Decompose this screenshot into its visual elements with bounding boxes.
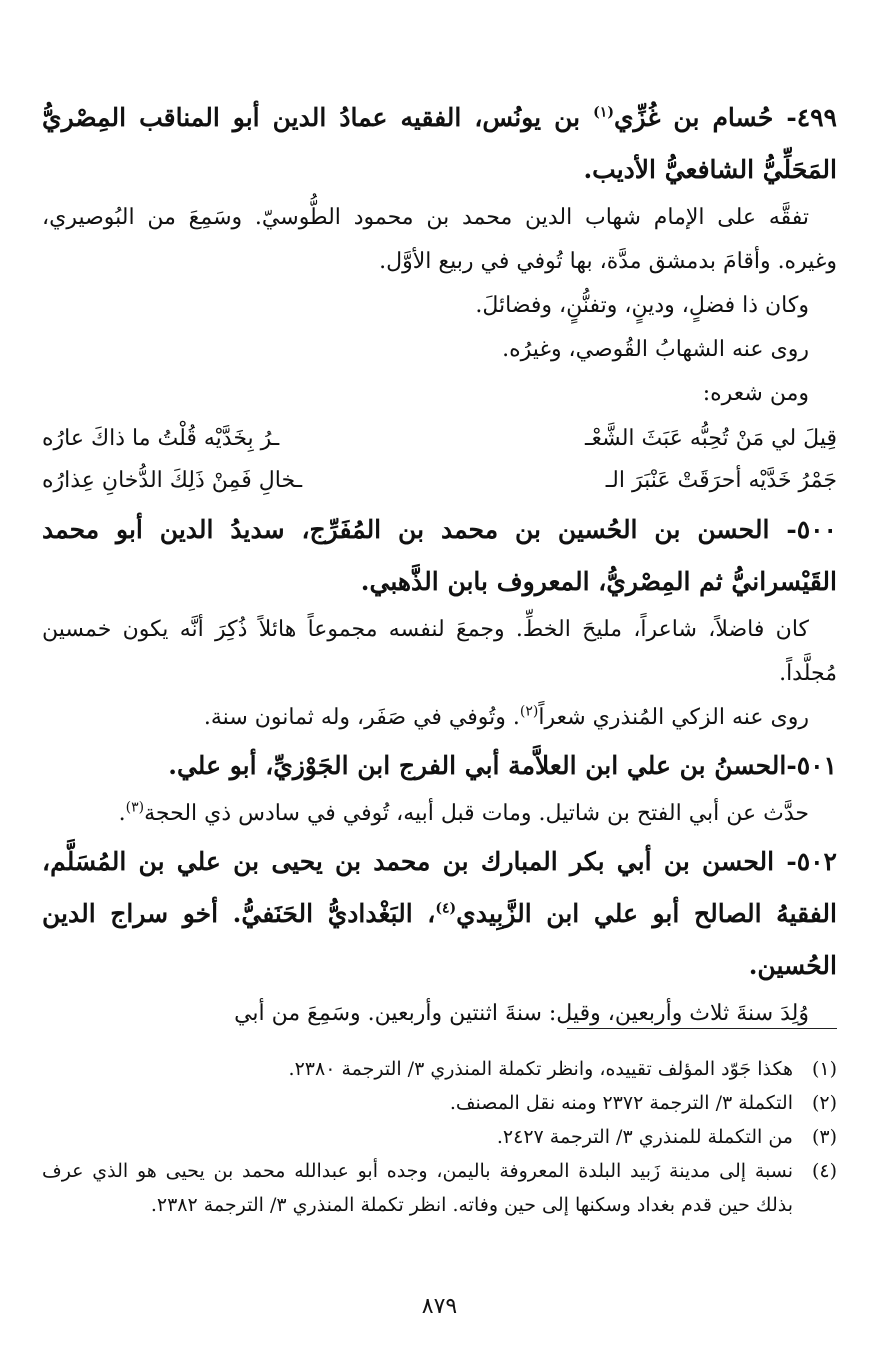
poem xyxy=(42,418,837,502)
entry-499-paragraph: تفقَّه على الإمام شهاب الدين محمد بن محمود الطُّوسيّ. وسَمِعَ من البُوصيري، وغيره. وأقامَ بدمشق مدَّة، بها تُوفي في ربيع الأوَّل. xyxy=(42,205,837,274)
entry-502-heading-text-rest: ، البَغْداديُّ الحَنَفيُّ. أخو سراج الدين الحُسين. xyxy=(42,899,837,980)
footnote-text: نسبة إلى مدينة زَبيد البلدة المعروفة باليمن، وجده أبو عبدالله محمد بن يحيى هو الذي عرف بذلك حين قدم بغداد وسكنها إلى حين وفاته. انظر تكملة المنذري ٣/ الترجمة ٢٣٨٢. xyxy=(42,1160,793,1216)
entry-500-heading: ٥٠٠- الحسن بن الحُسين بن محمد بن المُفَرِّج، سديدُ الدين أبو محمد القَيْسرانيُّ ثم المِصْريُّ، المعروف بابن الذَّهبي. xyxy=(42,515,837,596)
footnote-number: (٤) xyxy=(811,1160,837,1182)
footnote-number: (٣) xyxy=(811,1126,837,1148)
page-number: ٨٧٩ xyxy=(421,1294,458,1319)
entry-502-heading-text: ٥٠٢- الحسن بن أبي بكر المبارك بن محمد بن يحيى بن علي بن المُسَلَّم، الفقيهُ الصالح أبو علي ابن الزَّبِيدي xyxy=(42,847,837,928)
entry-501-text: حدَّث عن أبي الفتح بن شاتيل. ومات قبل أبيه، تُوفي في سادس ذي الحجة xyxy=(144,801,809,826)
verse-hemistich: جَمْرُ خَدَّيْه أحرَقَتْ عَنْبَرَ الـ xyxy=(605,468,837,493)
entry-500-paragraph: كان فاضلاً، شاعراً، مليحَ الخطِّ. وجمعَ لنفسه مجموعاً هائلاً ذُكِرَ أنَّه يكون خمسين مُجلَّداً. xyxy=(42,617,837,686)
footnote-ref-3: (٣) xyxy=(125,799,145,816)
entry-501-heading: ٥٠١-الحسنُ بن علي ابن العلاَّمة أبي الفرج ابن الجَوْزيِّ، أبو علي. xyxy=(168,751,837,780)
entry-499-paragraph: وكان ذا فضلٍ، ودينٍ، وتفنُّنٍ، وفضائلَ. xyxy=(475,293,809,318)
footnote-ref-2: (٢) xyxy=(519,703,539,720)
poem-verse xyxy=(42,460,837,502)
verse-hemistich: ـخالِ فَمِنْ ذَلِكَ الدُّخانِ عِذارُه xyxy=(42,468,303,493)
entry-500-paragraph xyxy=(42,696,837,740)
entry-499-paragraph: ومن شعره: xyxy=(702,381,809,406)
footnote-item xyxy=(42,1052,837,1086)
footnote-number: (٢) xyxy=(811,1092,837,1114)
footnote-text: هكذا جَوّد المؤلف تقييده، وانظر تكملة المنذري ٣/ الترجمة ٢٣٨٠. xyxy=(288,1058,793,1080)
entry-500-text: روى عنه الزكي المُنذري شعراً xyxy=(538,705,809,730)
entry-502-paragraph: وُلِدَ سنةَ ثلاث وأربعين، وقيل: سنةَ اثنتين وأربعين. وسَمِعَ من أبي xyxy=(234,1001,809,1026)
entry-499-heading-text-rest: بن يونُس، الفقيه عمادُ الدين أبو المناقب المِصْريُّ المَحَلِّيُّ الشافعيُّ الأديب. xyxy=(42,103,837,184)
entry-499-heading-text: ٤٩٩- حُسام بن غُزِّي xyxy=(613,103,837,132)
footnote-separator xyxy=(567,1028,837,1029)
entry-501-text-rest: . xyxy=(118,801,126,826)
footnotes xyxy=(42,1052,837,1222)
footnote-number: (١) xyxy=(811,1058,837,1080)
entry-502-heading xyxy=(42,836,837,992)
footnote-item xyxy=(42,1120,837,1154)
verse-hemistich: ـرُ بِخَدَّيْه قُلْتُ ما ذاكَ عارُه xyxy=(42,426,280,451)
poem-verse xyxy=(42,418,837,460)
footnote-item xyxy=(42,1154,837,1222)
verse-hemistich: قِيلَ لي مَنْ تُحِبُّه عَبَثَ الشَّعْـ xyxy=(585,426,837,451)
footnote-item xyxy=(42,1086,837,1120)
footnote-ref-1: (١) xyxy=(593,104,614,121)
footnote-text: التكملة ٣/ الترجمة ٢٣٧٢ ومنه نقل المصنف. xyxy=(449,1092,793,1114)
footnote-ref-4: (٤) xyxy=(435,900,457,917)
entry-499-heading xyxy=(42,92,837,196)
footnote-text: من التكملة للمنذري ٣/ الترجمة ٢٤٢٧. xyxy=(496,1126,793,1148)
entry-499-paragraph: روى عنه الشهابُ القُوصي، وغيرُه. xyxy=(502,337,809,362)
entry-500-text-rest: . وتُوفي في صَفَر، وله ثمانون سنة. xyxy=(203,705,520,730)
entry-501-paragraph xyxy=(42,792,837,836)
